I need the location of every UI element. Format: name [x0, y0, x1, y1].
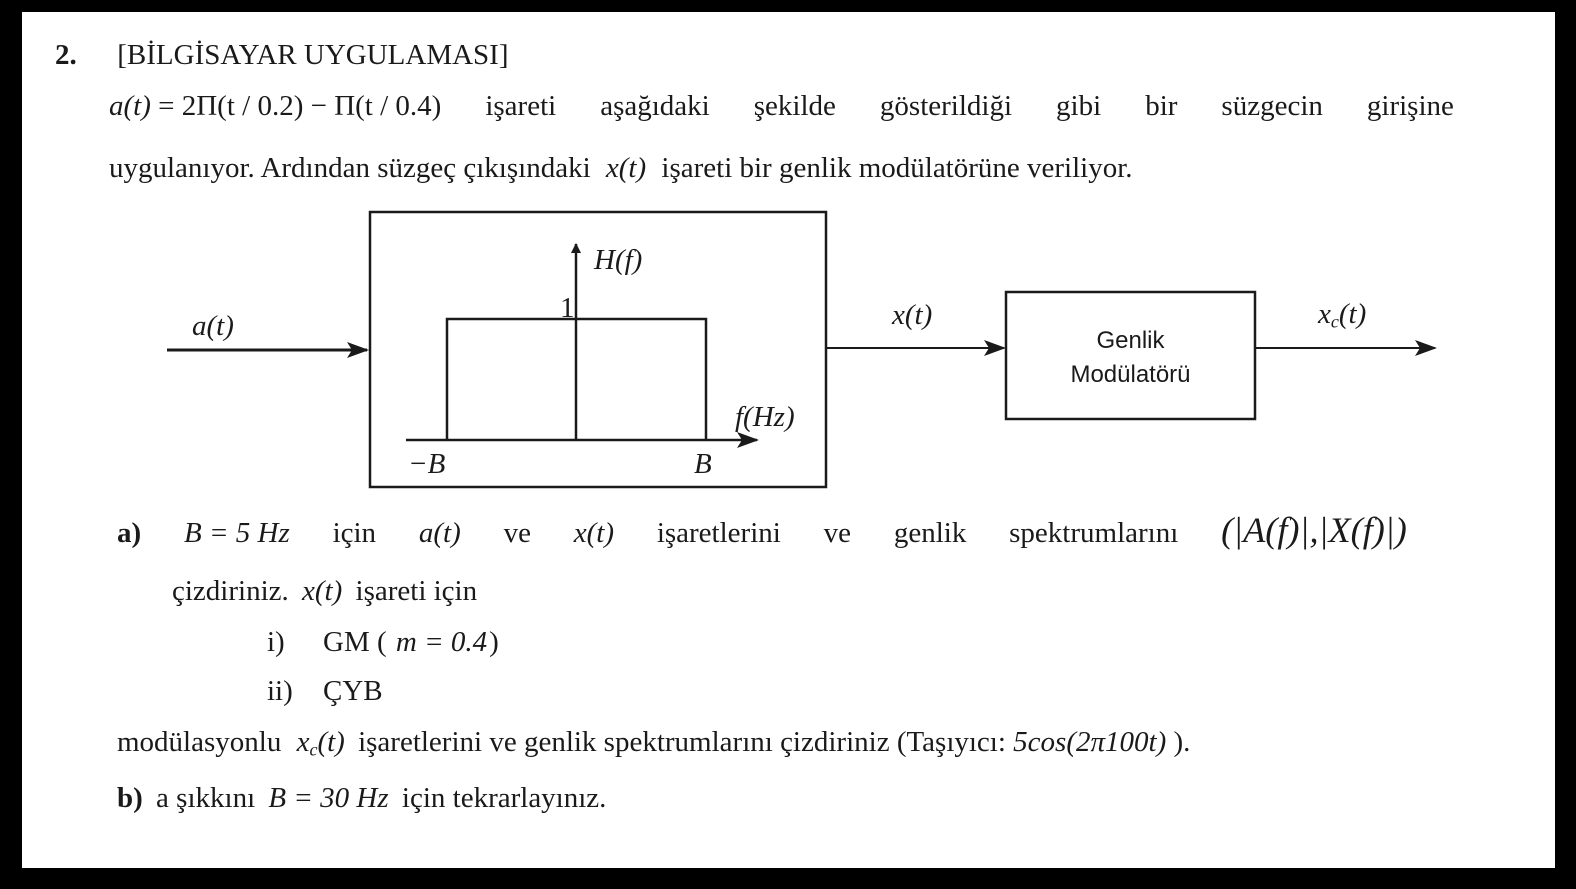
problem-title: [BİLGİSAYAR UYGULAMASI]: [117, 39, 509, 71]
formula-rhs: = 2Π(t / 0.2) − Π(t / 0.4): [158, 90, 442, 122]
part-a-line2-before: çizdiriniz.: [172, 575, 289, 607]
word: işaretlerini: [656, 517, 781, 549]
part-b-text-before: a şıkkını: [156, 782, 256, 814]
mod-var-base: x: [296, 726, 310, 758]
part-b-label: b): [117, 782, 143, 814]
filter-pos-edge-label: B: [694, 448, 712, 480]
word: bir: [1145, 90, 1178, 122]
list-item-number: i): [267, 626, 285, 658]
formula-lhs: a(t): [109, 90, 151, 122]
mod-before: modülasyonlu: [117, 726, 282, 758]
problem-number: 2.: [55, 39, 77, 71]
part-a-at: a(t): [418, 517, 461, 549]
modulator-label-line1: Genlik: [1096, 327, 1165, 354]
modulator-label-line2: Modülatörü: [1070, 361, 1191, 388]
part-b-text-after: için tekrarlayınız.: [401, 782, 607, 814]
mod-close: ).: [1173, 726, 1191, 758]
modulation-line: [117, 726, 1190, 760]
word: gibi: [1056, 90, 1102, 122]
list-item-close: ): [489, 626, 499, 658]
word: süzgecin: [1221, 90, 1323, 122]
word: girişine: [1366, 90, 1454, 122]
word: ve: [503, 517, 531, 549]
output-label-base: x: [1318, 298, 1331, 330]
part-a-line2-after: işareti için: [355, 575, 478, 607]
part-b-cond: B = 30 Hz: [268, 782, 389, 814]
part-a-line-1: [117, 509, 1407, 551]
filter-freq-label: f(Hz): [735, 401, 795, 433]
filter-level-label: 1: [560, 292, 575, 324]
filter-neg-edge-label: −B: [408, 448, 446, 480]
list-item-number: ii): [267, 675, 293, 707]
word: şekilde: [753, 90, 836, 122]
word: spektrumlarını: [1009, 517, 1179, 549]
mod-var-sub: c: [309, 739, 318, 760]
word: işareti: [485, 90, 557, 122]
part-a-line2-var: x(t): [302, 575, 343, 607]
intro-text-after: işareti bir genlik modülatörüne veriliyor.: [661, 152, 1133, 184]
list-item: [267, 675, 383, 708]
word: ve: [823, 517, 852, 549]
carrier-formula: 5cos(2π100t): [1013, 726, 1167, 758]
document-page: [22, 12, 1555, 868]
mid-signal-label: x(t): [892, 299, 933, 331]
mod-var-arg: (t): [317, 726, 345, 758]
list-item: [267, 626, 499, 659]
word: gösterildiği: [879, 90, 1013, 122]
list-item-text: GM (: [323, 626, 387, 658]
mod-var: [297, 726, 345, 758]
list-item-text: ÇYB: [323, 675, 383, 707]
output-label-sub: c: [1330, 311, 1339, 332]
input-label: a(t): [192, 310, 234, 342]
intro-text-before: uygulanıyor. Ardından süzgeç çıkışındaki: [109, 152, 591, 184]
output-label: [1318, 298, 1366, 332]
part-a-cond: B = 5 Hz: [183, 517, 290, 549]
output-label-arg: (t): [1338, 298, 1367, 330]
word: aşağıdaki: [600, 90, 710, 122]
part-b-line: [117, 782, 606, 815]
part-a-xt: x(t): [573, 517, 614, 549]
filter-axis-label: H(f): [594, 244, 643, 276]
word: genlik: [893, 517, 967, 549]
part-a-spectra: (|A(f)|,|X(f)|): [1221, 510, 1407, 550]
intro-var-xt: x(t): [605, 152, 647, 184]
part-a-line-2: [172, 575, 477, 608]
part-a-label: a): [117, 517, 142, 549]
mod-text: işaretlerini ve genlik spektrumlarını çizdiriniz (Taşıyıcı:: [358, 726, 1006, 758]
modulator-label: [1006, 324, 1255, 392]
list-item-formula: m = 0.4: [395, 626, 488, 658]
word: için: [332, 517, 377, 549]
